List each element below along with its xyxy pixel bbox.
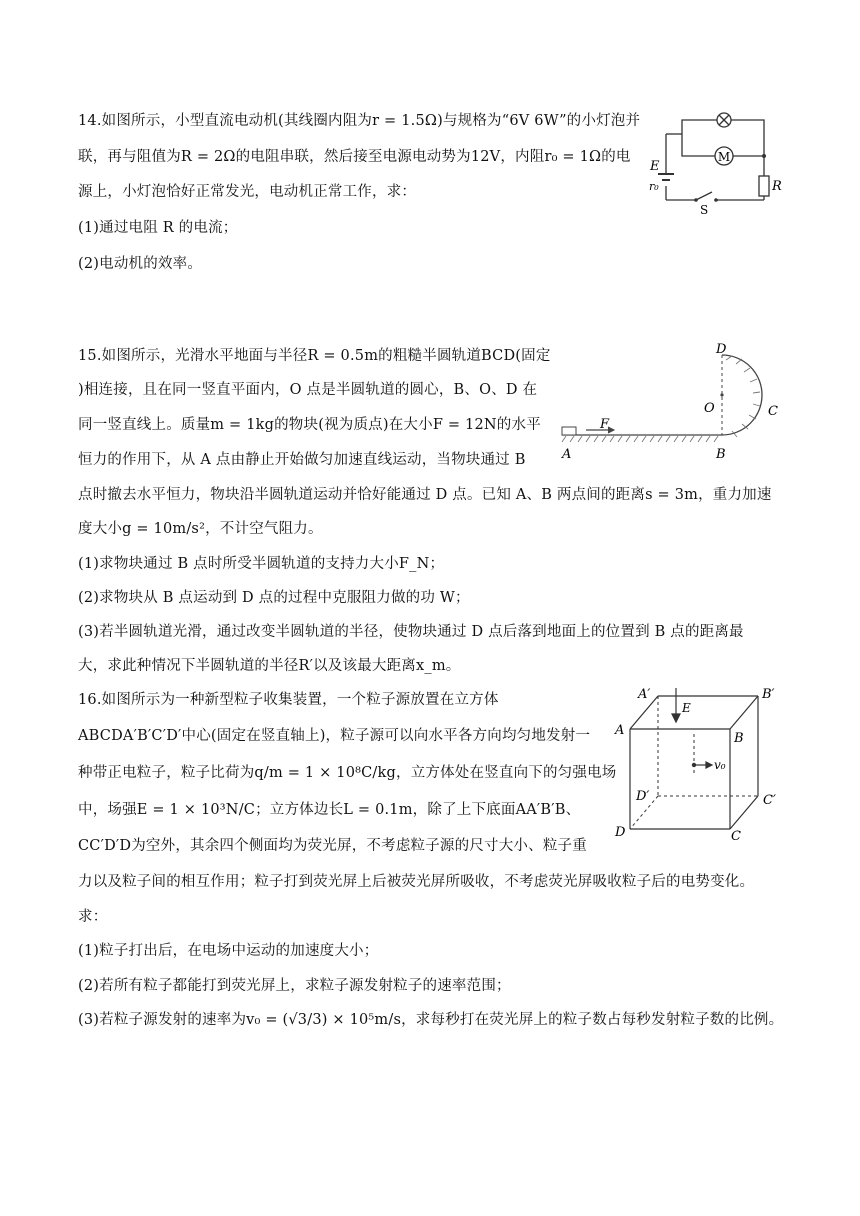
q15-part-2: (2)求物块从 B 点运动到 D 点的过程中克服阻力做的功 W；	[78, 590, 470, 606]
point-O-label: O	[704, 401, 715, 416]
q16-line-1: 16.如图所示为一种新型粒子收集装置，一个粒子源放置在立方体	[78, 692, 499, 708]
field-E-label: E	[682, 701, 691, 715]
vertex-C1-label: C′	[763, 793, 776, 808]
emf-label: E	[650, 159, 660, 174]
q14-line-3: 源上，小灯泡恰好正常发光，电动机正常工作，求：	[78, 184, 417, 200]
velocity-v0-label: v₀	[714, 758, 726, 772]
q16-part-3: (3)若粒子源发射的速率为v₀ = (√3/3) × 10⁵m/s，求每秒打在荧光屏上的粒子数占每秒发射粒子数的比例。	[78, 1012, 784, 1028]
cube-collector-diagram	[610, 684, 790, 844]
semicircle-track-diagram	[556, 342, 796, 472]
circuit-diagram	[640, 108, 780, 218]
q16-line-7: 求：	[78, 909, 108, 925]
q14-line-1: 14.如图所示，小型直流电动机(其线圈内阻为r = 1.5Ω)与规格为“6V 6W”的小灯泡并	[78, 113, 641, 129]
q16-part-1: (1)粒子打出后，在电场中运动的加速度大小；	[78, 943, 379, 959]
q16-line-3: 种带正电粒子，粒子比荷为q/m = 1 × 10⁸C/kg，立方体处在竖直向下的匀强电场	[78, 765, 617, 781]
point-D-label: D	[716, 342, 727, 357]
q16-line-6: 力以及粒子间的相互作用；粒子打到荧光屏上后被荧光屏所吸收，不考虑荧光屏吸收粒子后的电势变化。	[78, 874, 755, 890]
switch-label: S	[700, 203, 709, 217]
internal-resistance-label: r₀	[649, 180, 659, 193]
q15-line-5: 点时撤去水平恒力，物块沿半圆轨道运动并恰好能通过 D 点。已知 A、B 两点间的距离s = 3m，重力加速	[78, 487, 772, 503]
vertex-D1-label: D′	[636, 789, 650, 804]
vertex-B1-label: B′	[762, 687, 775, 702]
point-B-label: B	[716, 447, 726, 462]
q15-line-3: 同一竖直线上。质量m = 1kg的物块(视为质点)在大小F = 12N的水平	[78, 417, 541, 433]
point-C-label: C	[768, 404, 778, 419]
q15-part-3: (3)若半圆轨道光滑，通过改变半圆轨道的半径，使物块通过 D 点后落到地面上的位置到 B 点的距离最	[78, 624, 744, 640]
q16-line-5: CC′D′D为空外，其余四个侧面均为荧光屏，不考虑粒子源的尺寸大小、粒子重	[78, 838, 587, 854]
resistor-label: R	[772, 179, 782, 194]
q14-line-2: 联，再与阻值为R = 2Ω的电阻串联，然后接至电源电动势为12V，内阻r₀ = 1Ω的电	[78, 149, 631, 165]
motor-label: M	[717, 150, 731, 164]
vertex-C-label: C	[731, 829, 741, 844]
vertex-A-label: A	[615, 723, 625, 738]
q15-part-1: (1)求物块通过 B 点时所受半圆轨道的支持力大小F_N；	[78, 556, 445, 572]
vertex-B-label: B	[734, 731, 744, 746]
vertex-A1-label: A′	[638, 687, 651, 702]
q15-line-1: 15.如图所示，光滑水平地面与半径R = 0.5m的粗糙半圆轨道BCD(固定	[78, 348, 551, 364]
q15-line-4: 恒力的作用下，从 A 点由静止开始做匀加速直线运动，当物块通过 B	[78, 452, 526, 468]
q14-part-1: (1)通过电阻 R 的电流；	[78, 220, 238, 236]
q15-line-6: 度大小g = 10m/s²，不计空气阻力。	[78, 521, 323, 537]
q15-part-3-cont: 大，求此种情况下半圆轨道的半径R′以及该最大距离x_m。	[78, 658, 461, 674]
vertex-D-label: D	[615, 825, 626, 840]
point-A-label: A	[562, 447, 572, 462]
q16-line-2: ABCDA′B′C′D′中心(固定在竖直轴上)，粒子源可以向水平各方向均匀地发射一	[78, 728, 591, 744]
q14-part-2: (2)电动机的效率。	[78, 256, 203, 272]
q16-line-4: 中，场强E = 1 × 10³N/C；立方体边长L = 0.1m，除了上下底面AA′B′B、	[78, 802, 581, 818]
q15-line-2: )相连接，且在同一竖直平面内，O 点是半圆轨道的圆心，B、O、D 在	[78, 382, 538, 398]
force-F-label: F	[600, 417, 610, 432]
q16-part-2: (2)若所有粒子都能打到荧光屏上，求粒子源发射粒子的速率范围；	[78, 978, 511, 994]
